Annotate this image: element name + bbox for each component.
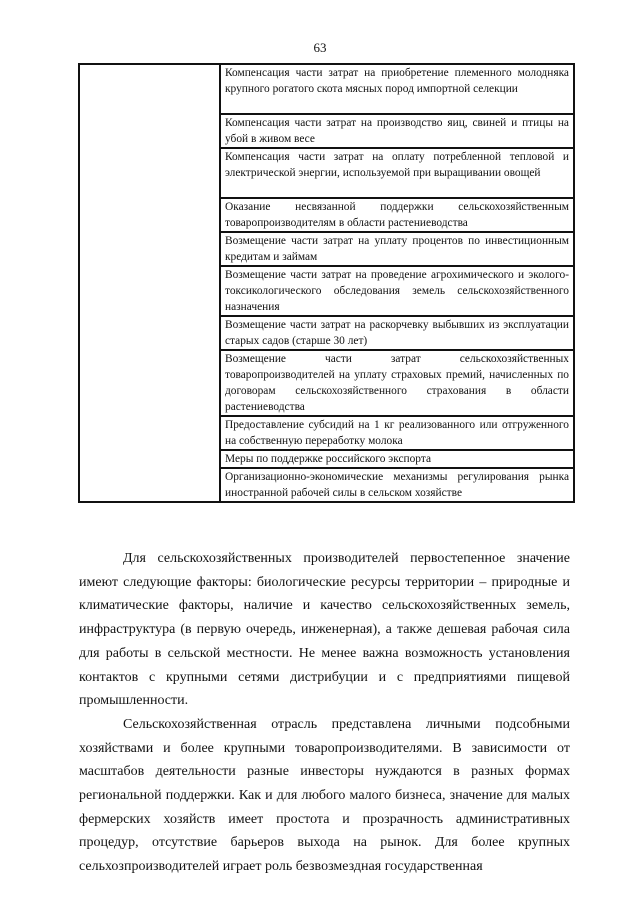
empty-left-cell bbox=[79, 64, 220, 502]
paragraph-2: Сельскохозяйственная отрасль представлена личными подсобными хозяйствами и более крупными товаропроизводителями. В зависимости от масштабов деятельности разные инвесторы нуждаются в разных формах региональной поддержки. Как и для любого малого бизнеса, значение для малых фермерских хозяйств имеет простота и прозрачность административных процедур, отсутствие барьеров выхода на рынок. Для более крупных сельхозпроизводителей играет роль безвозмездная государственная bbox=[79, 716, 570, 875]
table-cell: Возмещение части затрат на проведение агрохимического и эколого-токсикологического обследования земель сельскохозяйственного назначения bbox=[220, 266, 574, 316]
table-cell: Предоставление субсидий на 1 кг реализованного или отгруженного на собственную переработку молока bbox=[220, 416, 574, 450]
body-text bbox=[79, 547, 570, 879]
table-cell: Оказание несвязанной поддержки сельскохозяйственным товаропроизводителям в области растениеводства bbox=[220, 198, 574, 232]
paragraph-1: Для сельскохозяйственных производителей первостепенное значение имеют следующие факторы: биологические ресурсы территории – природные и климатические факторы, наличие и качество сельскохозяйственных земель, инфраструктура (в первую очередь, инженерная), а также дешевая рабочая сила для работы в сельской местности. Не менее важна возможность установления контактов с крупными сетями дистрибуции и с предприятиями пищевой промышленности. bbox=[79, 551, 570, 709]
table-cell: Возмещение части затрат сельскохозяйственных товаропроизводителей на уплату страховых премий, начисленных по договорам сельскохозяйственного страхования в области растениеводства bbox=[220, 350, 574, 416]
table-cell: Возмещение части затрат на уплату процентов по инвестиционным кредитам и займам bbox=[220, 232, 574, 266]
table-cell: Компенсация части затрат на оплату потребленной тепловой и электрической энергии, используемой при выращивании овощей bbox=[220, 148, 574, 198]
table-row bbox=[79, 64, 574, 114]
page-number: 63 bbox=[313, 40, 327, 55]
table-cell: Организационно-экономические механизмы регулирования рынка иностранной рабочей силы в сельском хозяйстве bbox=[220, 468, 574, 502]
support-measures-table bbox=[78, 63, 575, 503]
table-cell: Меры по поддержке российского экспорта bbox=[220, 450, 574, 468]
table-cell: Компенсация части затрат на приобретение племенного молодняка крупного рогатого скота мясных пород импортной селекции bbox=[220, 64, 574, 114]
table-cell: Возмещение части затрат на раскорчевку выбывших из эксплуатации старых садов (старше 30 лет) bbox=[220, 316, 574, 350]
table-cell: Компенсация части затрат на производство яиц, свиней и птицы на убой в живом весе bbox=[220, 114, 574, 148]
